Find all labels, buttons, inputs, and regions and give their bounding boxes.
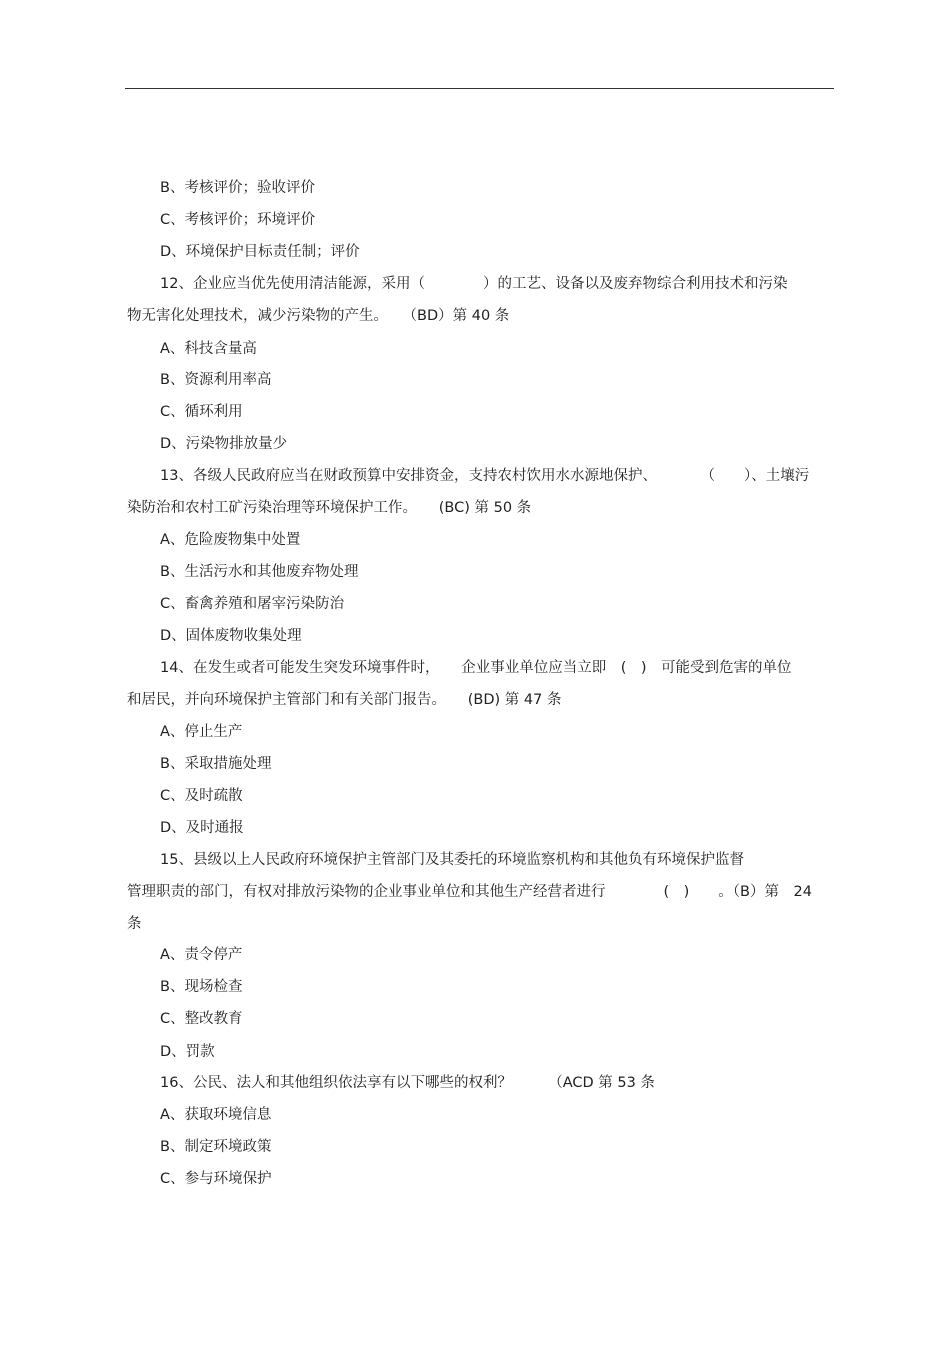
option-line: C、循环利用 [160, 404, 243, 420]
option-line: D、污染物排放量少 [160, 436, 288, 452]
option-line: C、整改教育 [160, 1011, 243, 1027]
question-15: 15、县级以上人民政府环境保护主管部门及其委托的环境监察机构和其他负有环境保护监督 [160, 852, 744, 868]
header-rule [125, 88, 834, 89]
question-13: 13、各级人民政府应当在财政预算中安排资金，支持农村饮用水水源地保护、 （ ）、土壤污 [160, 468, 810, 484]
question-15-cont: 管理职责的部门，有权对排放污染物的企业事业单位和其他生产经营者进行 ( ) 。（B）第 24 [127, 884, 812, 900]
question-12-cont: 物无害化处理技术，减少污染物的产生。 （BD）第 40 条 [127, 308, 510, 324]
question-16: 16、公民、法人和其他组织依法享有以下哪些的权利？ （ACD 第 53 条 [160, 1075, 655, 1091]
option-line: A、科技含量高 [160, 341, 257, 357]
option-line: D、及时通报 [160, 820, 244, 836]
option-line: D、罚款 [160, 1044, 215, 1060]
option-line: A、危险废物集中处置 [160, 532, 301, 548]
option-line: C、参与环境保护 [160, 1171, 272, 1187]
option-line: B、制定环境政策 [160, 1139, 272, 1155]
question-14: 14、在发生或者可能发生突发环境事件时， 企业事业单位应当立即 ( ) 可能受到危害的单位 [160, 660, 792, 676]
question-12: 12、企业应当优先使用清洁能源，采用（ ）的工艺、设备以及废弃物综合利用技术和污染 [160, 276, 788, 292]
option-line: B、资源利用率高 [160, 372, 272, 388]
option-line: C、考核评价；环境评价 [160, 212, 316, 228]
option-line: C、及时疏散 [160, 788, 243, 804]
option-line: B、采取措施处理 [160, 756, 272, 772]
option-line: D、固体废物收集处理 [160, 628, 302, 644]
option-line: B、考核评价；验收评价 [160, 180, 315, 196]
option-line: D、环境保护目标责任制；评价 [160, 244, 360, 260]
option-line: A、获取环境信息 [160, 1107, 272, 1123]
question-15-cont: 条 [127, 916, 142, 932]
option-line: A、责令停产 [160, 947, 243, 963]
question-14-cont: 和居民，并向环境保护主管部门和有关部门报告。 (BD) 第 47 条 [127, 692, 562, 708]
question-13-cont: 染防治和农村工矿污染治理等环境保护工作。 (BC) 第 50 条 [127, 500, 532, 516]
option-line: B、现场检查 [160, 979, 243, 995]
option-line: B、生活污水和其他废弃物处理 [160, 564, 359, 580]
option-line: A、停止生产 [160, 724, 243, 740]
option-line: C、畜禽养殖和屠宰污染防治 [160, 596, 345, 612]
